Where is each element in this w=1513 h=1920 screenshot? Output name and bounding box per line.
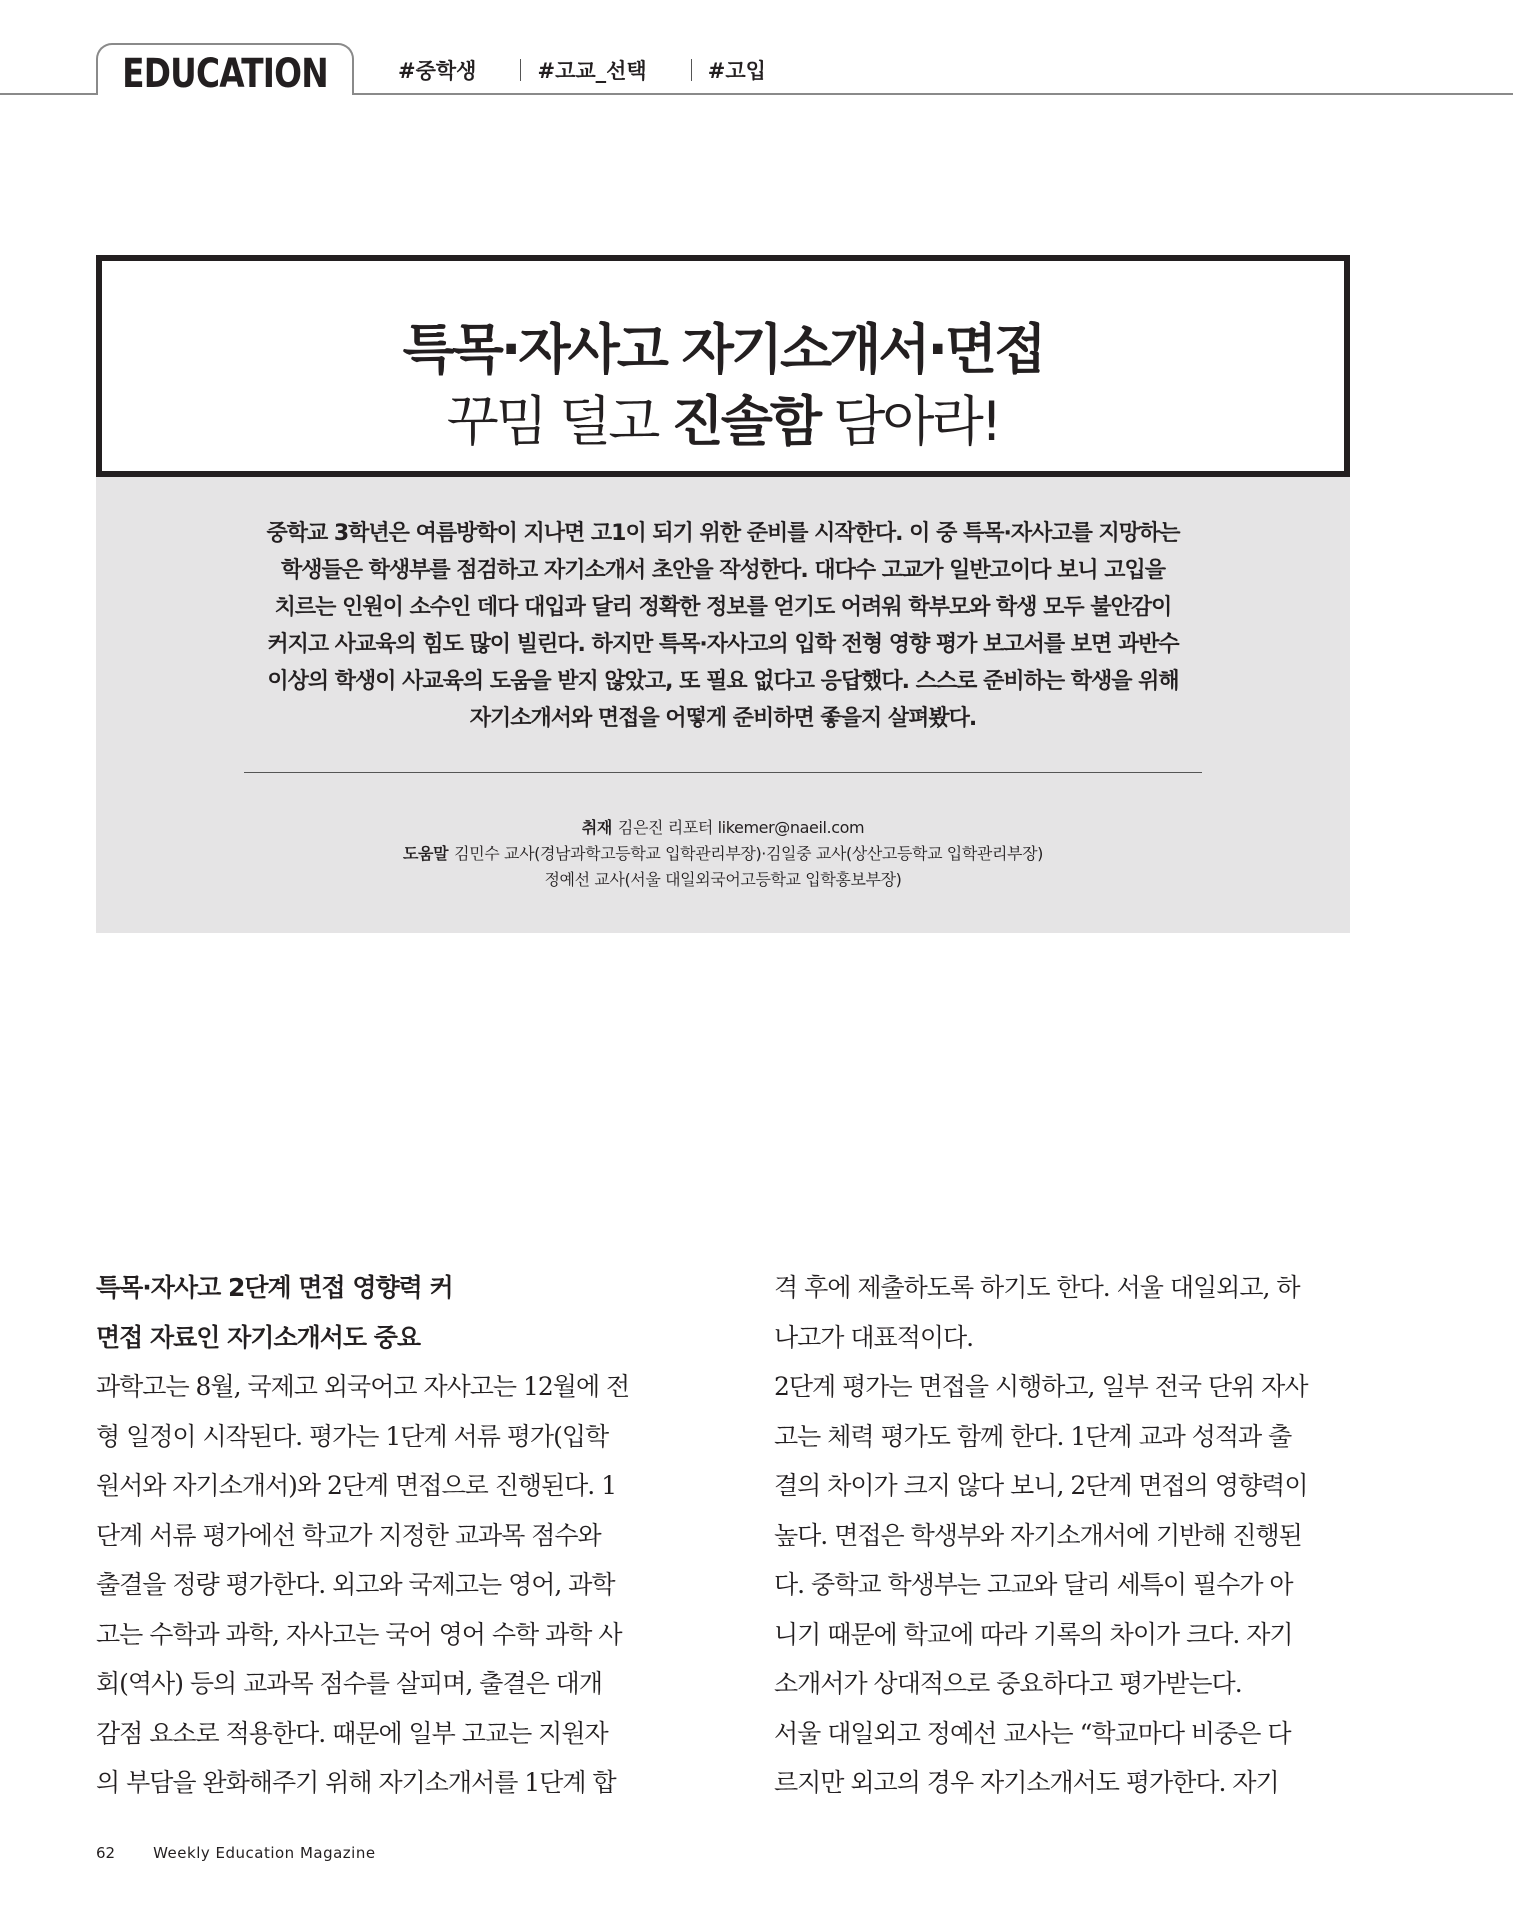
subheading-line: 특목·자사고 2단계 면접 영향력 커 [96, 1273, 453, 1302]
section-tab [96, 43, 354, 95]
advisor-credit-cont: 정예선 교사(서울 대일외국어고등학교 입학홍보부장) [544, 870, 902, 889]
body-line: 다. 중학교 학생부는 고교와 달리 세특이 필수가 아 [774, 1570, 1293, 1599]
tag-middle-school[interactable]: #중학생 [398, 59, 477, 83]
body-line: 소개서가 상대적으로 중요하다고 평가받는다. [774, 1669, 1242, 1698]
lead-paragraph [216, 515, 1230, 737]
tag-high-school-admission[interactable]: #고입 [707, 59, 766, 83]
page-footer [96, 1844, 376, 1862]
body-line: 결의 차이가 크지 않다 보니, 2단계 면접의 영향력이 [774, 1471, 1308, 1500]
body-line: 고는 체력 평가도 함께 한다. 1단계 교과 성적과 출 [774, 1421, 1292, 1451]
body-line: 의 부담을 완화해주기 위해 자기소개서를 1단계 합 [96, 1768, 616, 1797]
body-line: 니기 때문에 학교에 따라 기록의 차이가 크다. 자기 [774, 1619, 1293, 1649]
advisor-label: 도움말 [403, 844, 449, 863]
body-line: 나고가 대표적이다. [774, 1322, 974, 1352]
body-line: 높다. 면접은 학생부와 자기소개서에 기반해 진행된 [774, 1520, 1302, 1550]
lead-line: 중학교 3학년은 여름방학이 지나면 고1이 되기 위한 준비를 시작한다. 이 중 특목·자사고를 지망하는 [266, 521, 1180, 546]
advisor-names: 김민수 교사(경남과학고등학교 입학관리부장)·김일중 교사(상산고등학교 입학관리부장) [454, 844, 1043, 863]
section-label: EDUCATION [122, 51, 328, 97]
body-line: 출결을 정량 평가한다. 외고와 국제고는 영어, 과학 [96, 1570, 615, 1599]
title-box [96, 255, 1350, 477]
tag-list [398, 55, 766, 85]
magazine-name: Weekly Education Magazine [153, 1844, 376, 1862]
body-line: 원서와 자기소개서)와 2단계 면접으로 진행된다. 1 [96, 1471, 617, 1500]
body-line: 감점 요소로 적용한다. 때문에 일부 고교는 지원자 [96, 1718, 608, 1748]
lead-divider [244, 772, 1202, 773]
reporter-label: 취재 [581, 818, 612, 837]
subheadline-emphasis: 진솔함 [671, 390, 820, 453]
headline: 특목·자사고 자기소개서·면접 [402, 318, 1044, 381]
body-column-right [774, 1263, 1352, 1808]
tag-high-school-choice[interactable]: #고교_선택 [537, 59, 647, 83]
lead-line: 치르는 인원이 소수인 데다 대입과 달리 정확한 정보를 얻기도 어려워 학부모와 학생 모두 불안감이 [274, 595, 1172, 620]
tag-divider [520, 59, 521, 81]
lead-line: 이상의 학생이 사교육의 도움을 받지 않았고, 또 필요 없다고 응답했다. 스스로 준비하는 학생을 위해 [267, 669, 1179, 694]
credits [96, 815, 1350, 893]
body-line: 2단계 평가는 면접을 시행하고, 일부 전국 단위 자사 [774, 1372, 1308, 1401]
subheadline [102, 379, 1344, 456]
lead-box [96, 477, 1350, 933]
body-line: 격 후에 제출하도록 하기도 한다. 서울 대일외고, 하 [774, 1273, 1300, 1302]
lead-line: 자기소개서와 면접을 어떻게 준비하면 좋을지 살펴봤다. [469, 706, 977, 731]
subheadline-post: 담아라! [819, 390, 1000, 453]
body-line: 르지만 외고의 경우 자기소개서도 평가한다. 자기 [774, 1768, 1279, 1797]
reporter-credit [96, 815, 1350, 841]
subheading-line: 면접 자료인 자기소개서도 중요 [96, 1322, 421, 1352]
page-number: 62 [96, 1844, 116, 1862]
lead-line: 커지고 사교육의 힘도 많이 빌린다. 하지만 특목·자사고의 입학 전형 영향 평가 보고서를 보면 과반수 [267, 632, 1179, 657]
subheadline-pre: 꾸밈 덜고 [446, 390, 672, 453]
body-column-left [96, 1263, 674, 1808]
body-line: 형 일정이 시작된다. 평가는 1단계 서류 평가(입학 [96, 1421, 609, 1451]
advisor-credit [96, 841, 1350, 867]
body-line: 서울 대일외고 정예선 교사는 “학교마다 비중은 다 [774, 1718, 1291, 1748]
body-line: 단계 서류 평가에선 학교가 지정한 교과목 점수와 [96, 1520, 601, 1550]
body-line: 과학고는 8월, 국제고 외국어고 자사고는 12월에 전 [96, 1372, 630, 1401]
tag-divider [691, 59, 692, 81]
lead-line: 학생들은 학생부를 점검하고 자기소개서 초안을 작성한다. 대다수 고교가 일반고이다 보니 고입을 [280, 558, 1166, 583]
body-line: 고는 수학과 과학, 자사고는 국어 영어 수학 과학 사 [96, 1619, 622, 1649]
body-line: 회(역사) 등의 교과목 점수를 살피며, 출결은 대개 [96, 1669, 602, 1698]
reporter-name: 김은진 리포터 likemer@naeil.com [617, 818, 865, 837]
